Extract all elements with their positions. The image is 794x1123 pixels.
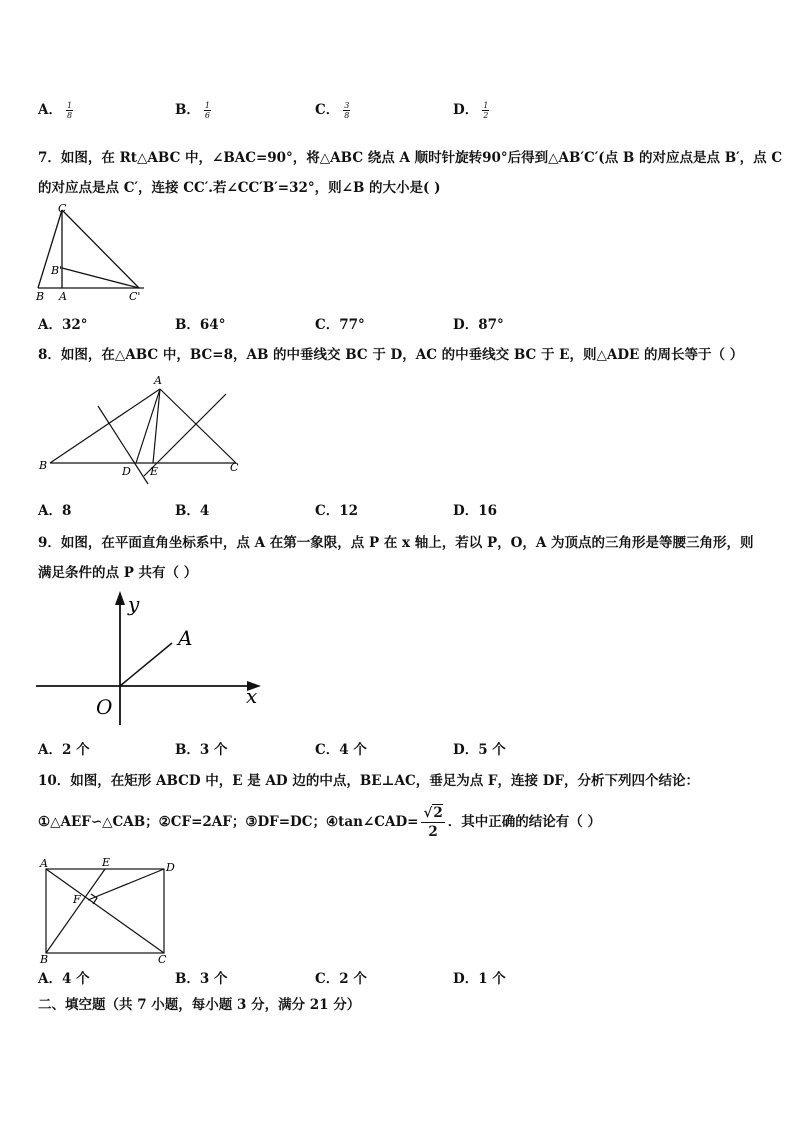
- q9-figure: [36, 590, 266, 725]
- segment-ab: [50, 389, 160, 463]
- segment-be: [46, 869, 105, 953]
- q6-option-b[interactable]: B． $\frac{1}{6}$: [175, 101, 211, 120]
- q7-option-a[interactable]: A．32°: [38, 317, 88, 333]
- label-e: E: [150, 465, 159, 478]
- label-a: A: [40, 857, 48, 870]
- q9-option-b[interactable]: B．3 个: [175, 742, 228, 758]
- q6-option-d[interactable]: D． $\frac{1}{2}$: [453, 101, 489, 120]
- label-e: E: [102, 856, 111, 869]
- q8-option-d[interactable]: D．16: [453, 503, 497, 519]
- q9-stem-line1: 9．如图，在平面直角坐标系中，点 A 在第一象限，点 P 在 x 轴上，若以 P，O，A 为顶点的三角形是等腰三角形，则: [38, 535, 754, 551]
- label-x: x: [246, 684, 258, 708]
- label-c: C: [230, 461, 239, 474]
- label-b: B: [36, 290, 45, 303]
- diagonal-ac: [46, 869, 164, 953]
- q9-option-c[interactable]: C．4 个: [315, 742, 367, 758]
- q8-option-c[interactable]: C．12: [315, 503, 359, 519]
- label-b: B: [39, 459, 48, 472]
- label-o: O: [96, 695, 113, 719]
- q9-stem-line2: 满足条件的点 P 共有（ ）: [38, 565, 198, 581]
- q7-option-d[interactable]: D．87°: [453, 317, 504, 333]
- label-d: D: [122, 465, 131, 478]
- fraction: $\frac{1}{2}$: [483, 101, 489, 120]
- label-a: A: [178, 626, 193, 650]
- label-y: y: [128, 592, 140, 616]
- q8-figure: [36, 372, 242, 484]
- q7-figure: [36, 202, 151, 303]
- sqrt-fraction: $\frac{√2}{2}$: [423, 805, 443, 840]
- section-2-title: 二、填空题（共 7 小题，每小题 3 分，满分 21 分）: [38, 997, 361, 1013]
- label-c: C: [58, 202, 67, 215]
- label-b-prime: B': [51, 264, 63, 277]
- label-a: A: [154, 374, 162, 387]
- q10-stem-line2: ①△AEF∽△CAB；②CF=2AF；③DF=DC；④tan∠CAD= $\frac{√2}{2}$ ．其中正确的结论有（ ）: [38, 805, 601, 840]
- q8-option-a[interactable]: A．8: [38, 503, 72, 519]
- q8-option-b[interactable]: B．4: [175, 503, 210, 519]
- q10-option-b[interactable]: B．3 个: [175, 971, 228, 987]
- fraction: $\frac{3}{8}$: [344, 101, 350, 120]
- fraction: $\frac{1}{6}$: [204, 101, 211, 120]
- q7-option-b[interactable]: B．64°: [175, 317, 226, 333]
- q10-option-c[interactable]: C．2 个: [315, 971, 367, 987]
- perp-bisector-ac: [144, 394, 226, 476]
- label-d: D: [166, 861, 175, 874]
- q10-option-d[interactable]: D．1 个: [453, 971, 506, 987]
- segment-b-prime-c-prime: [62, 268, 139, 288]
- q7-stem-line1: 7．如图，在 Rt△ABC 中，∠BAC=90°，将△ABC 绕点 A 顺时针旋转90°后得到△AB′C′(点 B 的对应点是点 B′，点 C: [38, 150, 783, 166]
- label-f: F: [73, 893, 81, 906]
- q10-figure: [36, 855, 181, 965]
- q6-option-c[interactable]: C． $\frac{3}{8}$: [315, 101, 350, 120]
- label-a: A: [59, 290, 67, 303]
- q7-stem-line2: 的对应点是点 C′，连接 CC′.若∠CC′B′=32°，则∠B 的大小是( ): [38, 180, 441, 196]
- segment-cc-prime: [62, 210, 139, 288]
- q9-option-a[interactable]: A．2 个: [38, 742, 90, 758]
- q10-option-a[interactable]: A．4 个: [38, 971, 90, 987]
- fraction: $\frac{1}{8}$: [66, 101, 73, 120]
- q6-option-a[interactable]: A． $\frac{1}{8}$: [38, 101, 73, 120]
- segment-df: [88, 869, 164, 900]
- q7-option-c[interactable]: C．77°: [315, 317, 365, 333]
- q9-option-d[interactable]: D．5 个: [453, 742, 506, 758]
- label-c-prime: C': [129, 290, 141, 303]
- segment-ac: [160, 389, 236, 463]
- label-c: C: [158, 953, 167, 966]
- q10-stem-line1: 10．如图，在矩形 ABCD 中，E 是 AD 边的中点，BE⊥AC，垂足为点 F，连接 DF，分析下列四个结论：: [38, 773, 699, 789]
- y-axis-arrow-icon: [115, 591, 125, 605]
- q8-stem-line1: 8．如图，在△ABC 中，BC=8，AB 的中垂线交 BC 于 D，AC 的中垂线交 BC 于 E，则△ADE 的周长等于（ ）: [38, 347, 744, 363]
- label-b: B: [40, 953, 49, 966]
- segment-oa: [120, 643, 172, 686]
